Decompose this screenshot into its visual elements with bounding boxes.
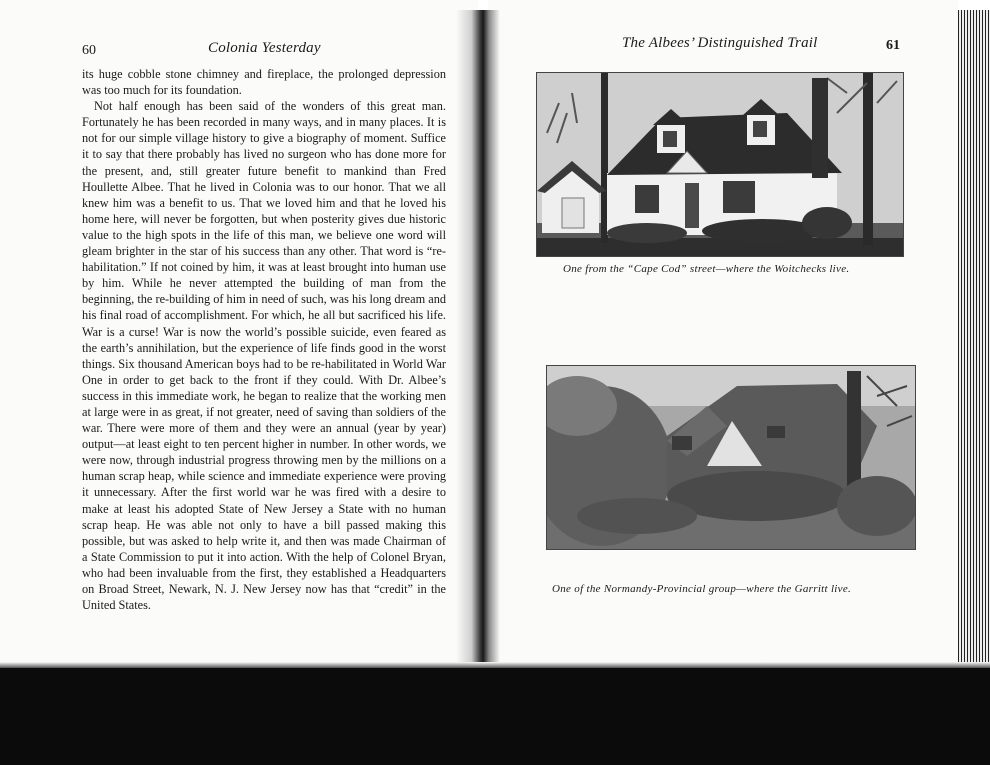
- scan-background: [0, 668, 990, 765]
- cape-cod-house-photo: [536, 72, 904, 257]
- body-text: [82, 66, 446, 613]
- photo-caption-2: One of the Normandy-Provincial group—where the Garritt live.: [552, 583, 852, 595]
- paragraph: Not half enough has been said of the wonders of this great man. Fortunately he has been recorded in many ways, and in many places. It is not for our simple village history to give a biography of moment. Suffice it to say that there probably has lived no surgeon who has done more for the present, and, still greater future benefit to mankind than Fred Houllette Albee. That he lived in Colonia was to our honor. That we all knew him was a benefit to us. That we loved him and that he loved his home here, will never be forgotten, but when posterity gives due historic value to the high spots in the life of this man, we believe one word will gleam brighter in the star of his success than any other. That word is “re-habilitation.” If not coined by him, it was at least brought into human use by him. While he never attempted the building of man from the beginning, the re-building of him in need of such, was his long dream and his final road of accomplishment. For which, he all but sacrificed his life. War is a curse! War is now the world’s possible suicide, even feared as the earth’s annihilation, but the experience of life finds good in the worst things. Six thousand American boys had to be re-habilitated in World War One in order to get back to the front if they could. With Dr. Albee’s success in this immediate work, he began to realize that the working men at large were in as great, if not greater, need of saving than soldiers of the war. There were more of them and they were an annual (year by year) output—at least eight to ten percent higher in number. In other words, we were now, through industrial progress throwing men by the millions on a human scrap heap, while science and immediate experience were proving it unnecessary. After the first world war he was fired with a desire to make at least his adopted State of New Jersey a State with no human scrap heap. He was able not only to have a bill passed making this possible, but was asked to help write it, and then was made Chairman of a State Commission to put it into action. With the help of Colonel Bryan, who had been invaluable from the first, they established a Headquarters on Broad Street, Newark, N. J. New Jersey now has that “credit” in the United States.: [82, 99, 446, 613]
- page-edges: [958, 10, 990, 670]
- left-page-number: 60: [82, 43, 96, 58]
- right-page-number: 61: [886, 38, 900, 53]
- paragraph: its huge cobble stone chimney and fireplace, the prolonged depression was too much for its foundation.: [82, 67, 446, 98]
- right-running-title: The Albees’ Distinguished Trail: [622, 35, 818, 51]
- book-gutter: [456, 10, 500, 665]
- left-running-title: Colonia Yesterday: [208, 40, 321, 56]
- normandy-house-photo: [546, 365, 916, 550]
- photo-caption-1: One from the “Cape Cod” street—where the Woitchecks live.: [563, 263, 850, 275]
